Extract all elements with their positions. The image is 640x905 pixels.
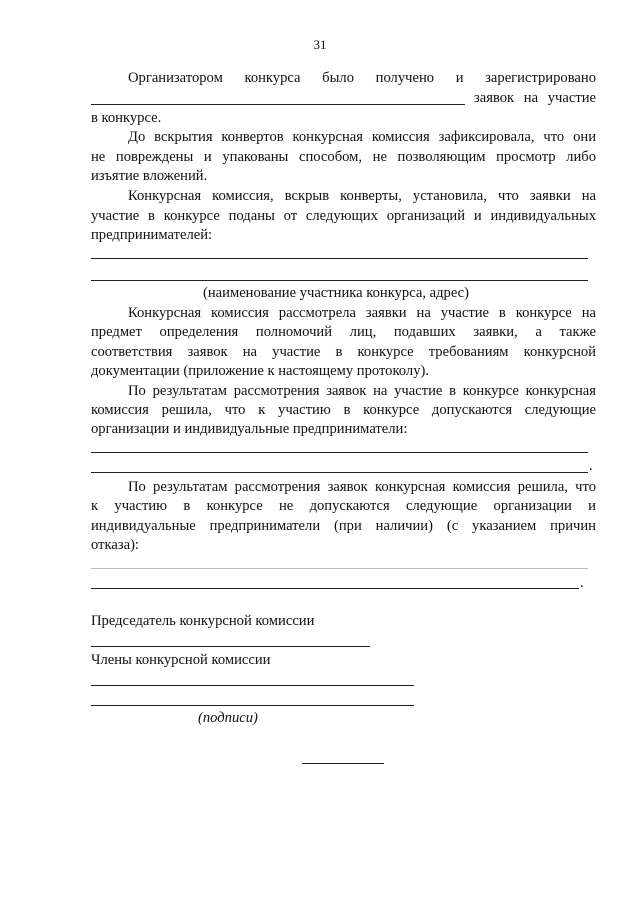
applications-count-blank[interactable]: [91, 104, 465, 105]
p4-line2: предмет определения полномочий лиц, подавших заявки, а также: [91, 324, 596, 340]
admitted-period: .: [589, 458, 593, 474]
p3-line3: предпринимателей:: [91, 227, 213, 243]
p6-line1: По результатам рассмотрения заявок конкурсная комиссия решила, что: [128, 479, 596, 495]
end-separator: [302, 763, 384, 764]
p1-line1: Организатором конкурса было получено и зарегистрировано: [128, 70, 596, 86]
p6-line2: к участию в конкурсе не допускаются следующие организации и: [91, 498, 596, 514]
p3-line2: участие в конкурсе поданы от следующих организаций и индивидуальных: [91, 208, 596, 224]
p1-line2-tail: заявок на участие: [474, 90, 596, 106]
rejected-blank-1[interactable]: [91, 568, 588, 569]
page-number: 31: [313, 37, 327, 52]
p4-line4: документации (приложение к настоящему протоколу).: [91, 363, 429, 379]
p1-line3: в конкурсе.: [91, 110, 162, 126]
p6-line4: отказа):: [91, 537, 139, 553]
admitted-blank-2[interactable]: [91, 472, 588, 473]
p2-line3: изъятие вложений.: [91, 168, 208, 184]
participants-blank-2[interactable]: [91, 280, 588, 281]
participants-blank-1[interactable]: [91, 258, 588, 259]
rejected-blank-2[interactable]: [91, 588, 579, 589]
p5-line1: По результатам рассмотрения заявок на участие в конкурсе конкурсная: [128, 383, 596, 399]
member-signature-line-1[interactable]: [91, 685, 414, 686]
members-label: Члены конкурсной комиссии: [91, 652, 271, 668]
p4-line3: соответствия заявок на участие в конкурсе требованиям конкурсной: [91, 344, 596, 360]
participant-caption: (наименование участника конкурса, адрес): [203, 285, 470, 301]
p6-line3: индивидуальные предприниматели (при наличии) (с указанием причин: [91, 518, 596, 534]
p5-line2: комиссия решила, что к участию в конкурсе допускаются следующие: [91, 402, 596, 418]
chairman-signature-line[interactable]: [91, 646, 370, 647]
p2-line2: не повреждены и упакованы способом, не позволяющим просмотр либо: [91, 149, 596, 165]
rejected-period: .: [580, 575, 584, 591]
p2-line1: До вскрытия конвертов конкурсная комиссия зафиксировала, что они: [128, 129, 596, 145]
chairman-label: Председатель конкурсной комиссии: [91, 613, 315, 629]
p4-line1: Конкурсная комиссия рассмотрела заявки на участие в конкурсе на: [128, 305, 596, 321]
signatures-caption: (подписи): [198, 710, 258, 726]
member-signature-line-2[interactable]: [91, 705, 414, 706]
admitted-blank-1[interactable]: [91, 452, 588, 453]
p5-line3: организации и индивидуальные предприниматели:: [91, 421, 408, 437]
p3-line1: Конкурсная комиссия, вскрыв конверты, установила, что заявки на: [128, 188, 596, 204]
